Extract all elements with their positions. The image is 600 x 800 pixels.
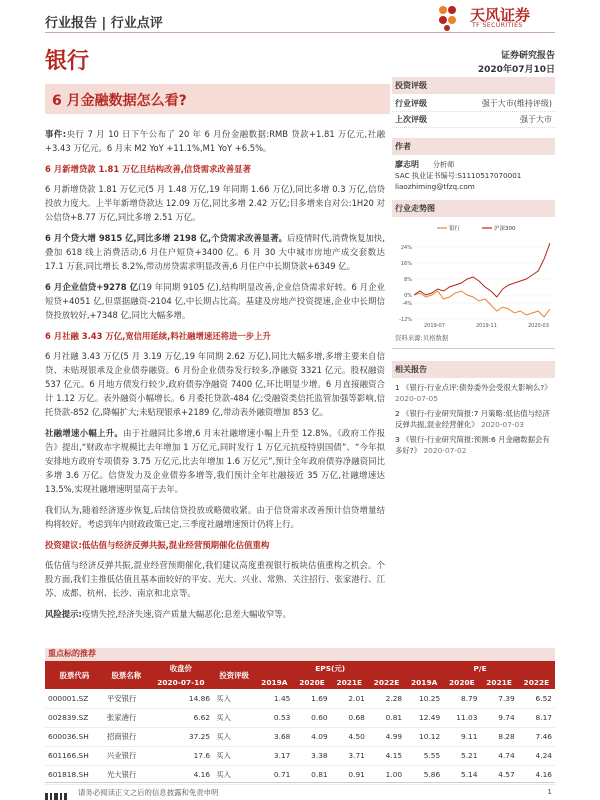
footer-divider [45, 782, 555, 783]
y-tick-label: 24% [400, 245, 412, 251]
related-report[interactable] [392, 432, 555, 458]
year-header: 2020E [443, 676, 480, 689]
paragraph-risk [45, 607, 385, 621]
chart-source: 资料来源:贝格数据 [392, 331, 555, 349]
y-tick-label: 0% [404, 293, 412, 299]
risk-lead: 风险提示: [45, 609, 82, 619]
stock-table [45, 661, 555, 785]
cell-price: 6.62 [149, 708, 213, 727]
cell-pe: 5.55 [405, 746, 443, 765]
cell-pe: 8.17 [518, 708, 555, 727]
rating-heading: 投资评级 [392, 77, 555, 94]
cell-eps: 3.17 [255, 746, 293, 765]
cell-eps: 1.45 [255, 689, 293, 708]
paragraph-lead: 6 月企业信贷+9278 亿 [45, 282, 139, 292]
legend-label: 银行 [449, 226, 461, 232]
cell-pe: 4.24 [518, 746, 555, 765]
paragraph [45, 280, 385, 322]
cell-pe: 5.21 [443, 746, 480, 765]
cell-eps: 3.68 [255, 727, 293, 746]
cell-price: 17.6 [149, 746, 213, 765]
paragraph: 6 月社融 3.43 万亿(5 月 3.19 万亿,19 年同期 2.62 万亿),同比大幅多增,多增主要来自信贷、未贴现银承及企业债券融资。6 月份企业债券发行较多,净融资 3321 亿元。股权融资 537 亿元。6 月地方债发行较少,政府债券净融资 7400 亿,环比明显少增。6 月直接融资合计 1.12 万亿。表外融资小幅增长。6 月委托贷款-484 亿;受融资类信托监管加强等影响,信托贷款-852 亿,降幅扩大;未贴现银承+2189 亿,带动表外融资增加 853 亿。 [45, 351, 385, 417]
y-tick-label: -4% [402, 301, 412, 307]
logo-text: 天风证券 [470, 6, 531, 24]
col-code: 股票代码 [45, 661, 104, 689]
cell-pe: 6.52 [518, 689, 555, 708]
legend-label: 沪深300 [494, 226, 516, 232]
cell-rating: 买入 [213, 765, 255, 784]
cell-code: 000001.SZ [45, 689, 104, 708]
footer-disclaimer: 请务必阅读正文之后的信息披露和免责申明 [78, 788, 219, 797]
year-header: 2020E [293, 676, 330, 689]
paragraph-event [45, 127, 385, 155]
report-title: 6 月金融数据怎么看? [52, 93, 187, 109]
author-block [392, 157, 555, 194]
risk-text: 疫情失控,经济失速,资产质量大幅恶化;息差大幅收窄等。 [81, 609, 292, 619]
cell-name: 平安银行 [104, 689, 149, 708]
related-report-date: 2020-07-05 [395, 394, 438, 403]
cell-pe: 7.39 [480, 689, 517, 708]
header-divider [45, 32, 555, 33]
y-tick-label: 8% [404, 277, 412, 283]
cell-eps: 0.60 [293, 708, 330, 727]
cell-price: 14.86 [149, 689, 213, 708]
year-header: 2019A [255, 676, 293, 689]
trend-heading: 行业走势图 [392, 200, 555, 217]
sidebar [392, 77, 555, 458]
paragraph [45, 426, 385, 496]
paragraph-text: 后疫情时代,消费恢复加快,叠加 618 线上消费活动,6 月住户短贷+3400 亿。6 月 30 大中城市房地产成交套数达 17.1 万套,同比增长 8.2%,带动房贷需求明显改善,6 月住户中长期贷款+6349 亿。 [45, 233, 386, 271]
author-heading: 作者 [392, 138, 555, 155]
event-lead: 事件: [45, 129, 67, 139]
cell-eps: 4.15 [368, 746, 405, 765]
y-tick-label: 16% [400, 261, 412, 267]
col-price: 收盘价 [149, 661, 213, 676]
related-report-title[interactable]: 2 《银行-行业研究简报:7 月策略:低估值与经济反弹共振,混业经营催化》 [395, 409, 550, 429]
cell-pe: 9.74 [480, 708, 517, 727]
related-report[interactable] [392, 380, 555, 406]
cell-eps: 0.91 [331, 765, 368, 784]
paragraph-lead: 社融增速小幅上升。 [45, 428, 124, 438]
cell-pe: 12.49 [405, 708, 443, 727]
cell-rating: 买入 [213, 708, 255, 727]
cell-code: 002839.SZ [45, 708, 104, 727]
table-row [45, 708, 555, 727]
paragraph-text: 由于社融同比多增,6 月末社融增速小幅上升至 12.8%。《政府工作报告》提出,“财政赤字规模比去年增加 1 万亿元,同时发行 1 万亿元抗疫特别国债”、“今年拟安排地方政府专项债券 3.75 万亿元,比去年增加 1.6 万亿元”,预计全年政府债券净融资同比多增 3.6 万亿。信贷发力及企业债券多增等,我们预计全年社融接近 35 万亿,社融增速达 13.5%,实现社融增速明显高于去年。 [45, 428, 385, 494]
cell-eps: 3.71 [331, 746, 368, 765]
cell-name: 张家港行 [104, 708, 149, 727]
related-report-date: 2020-07-03 [481, 420, 524, 429]
cell-eps: 3.38 [293, 746, 330, 765]
cell-eps: 0.81 [293, 765, 330, 784]
cell-pe: 7.46 [518, 727, 555, 746]
cell-eps: 0.68 [331, 708, 368, 727]
report-category: 行业报告 | 行业点评 [45, 16, 163, 31]
paragraph: 我们认为,随着经济逐步恢复,后续信贷投放或略微收紧。由于信贷需求改善预计信贷增量结构将较好。考虑到年内财政政策已定,三季度社融增速预计仍将上行。 [45, 505, 385, 529]
cell-pe: 8.79 [443, 689, 480, 708]
related-report[interactable] [392, 406, 555, 432]
cell-pe: 5.86 [405, 765, 443, 784]
cell-price: 4.16 [149, 765, 213, 784]
cell-eps: 2.28 [368, 689, 405, 708]
cell-eps: 4.99 [368, 727, 405, 746]
year-header: 2021E [331, 676, 368, 689]
sector-title: 银行 [45, 49, 90, 74]
col-eps: EPS(元) [255, 661, 405, 676]
related-report-title[interactable]: 1 《银行-行业点评:债券委外会受很大影响么?》 [395, 383, 552, 392]
table-title: 重点标的推荐 [48, 649, 96, 658]
col-price-date: 2020-07-10 [149, 676, 213, 689]
report-date: 2020年07月10日 [477, 65, 555, 75]
cell-price: 37.25 [149, 727, 213, 746]
cell-code: 600036.SH [45, 727, 104, 746]
related-heading: 相关报告 [392, 361, 555, 378]
rating-row [392, 96, 555, 112]
cell-eps: 4.09 [293, 727, 330, 746]
author-name: 廖志明 [395, 160, 419, 169]
cell-name: 光大银行 [104, 765, 149, 784]
paragraph-text: (19 年同期 9105 亿),结构明显改善,企业信贷需求好转。6 月企业短贷+4051 亿,但票据融资-2104 亿,中长期占比高。基建及房地产投资提速,企业中长期信贷投放较好,+7348 亿,同比大幅多增。 [45, 282, 385, 320]
x-tick-label: 2019-11 [476, 323, 497, 329]
author-sac: SAC 执业证书编号:S1110517070001 [395, 171, 522, 180]
cell-pe: 4.57 [480, 765, 517, 784]
prev-rating-row [392, 112, 555, 128]
paragraph: 6 月新增贷款 1.81 万亿元(5 月 1.48 万亿,19 年同期 1.66 万亿),同比多增 0.3 万亿,信贷投放力度大。上半年新增贷款达 12.09 万亿,同比多增 2.42 万亿;目多增来自对公:1H20 对公信贷+8.77 万亿,同比多增 2.51 万亿。 [45, 184, 385, 222]
section-heading: 6 月社融 3.43 万亿,宽信用延续,料社融增速还将进一步上升 [45, 331, 271, 341]
cell-pe: 9.11 [443, 727, 480, 746]
author-role: 分析师 [432, 160, 455, 169]
cell-eps: 1.69 [293, 689, 330, 708]
cell-eps: 0.53 [255, 708, 293, 727]
y-tick-label: -12% [399, 317, 412, 323]
year-header: 2019A [405, 676, 443, 689]
cell-pe: 10.25 [405, 689, 443, 708]
prev-rating-label: 上次评级 [395, 115, 427, 124]
cell-code: 601166.SH [45, 746, 104, 765]
cell-code: 601818.SH [45, 765, 104, 784]
cell-rating: 买入 [213, 746, 255, 765]
paragraph [45, 231, 385, 273]
section-heading: 6 月新增贷款 1.81 万亿且结构改善,信贷需求改善显著 [45, 164, 251, 174]
cell-pe: 5.14 [443, 765, 480, 784]
col-name: 股票名称 [104, 661, 149, 689]
col-rating: 投资评级 [213, 661, 255, 689]
x-tick-label: 2020-03 [528, 323, 549, 329]
qr-icon [45, 786, 69, 794]
section-heading: 投资建议:低估值与经济反弹共振,混业经营预期催化估值重构 [45, 540, 270, 550]
table-row [45, 727, 555, 746]
cell-pe: 8.28 [480, 727, 517, 746]
cell-eps: 4.50 [331, 727, 368, 746]
stock-table-body [45, 689, 555, 784]
table-heading-bar [45, 648, 555, 661]
cell-eps: 1.00 [368, 765, 405, 784]
report-type: 证券研究报告 [500, 51, 555, 61]
related-list [392, 380, 555, 458]
page-number: 1 [547, 787, 552, 796]
trend-chart-svg [392, 221, 555, 331]
cell-pe: 11.03 [443, 708, 480, 727]
cell-pe: 4.16 [518, 765, 555, 784]
cell-pe: 4.74 [480, 746, 517, 765]
table-row [45, 746, 555, 765]
main-body [45, 127, 385, 628]
cell-pe: 10.12 [405, 727, 443, 746]
cell-rating: 买入 [213, 689, 255, 708]
year-header: 2022E [518, 676, 555, 689]
table-row [45, 689, 555, 708]
cell-eps: 0.81 [368, 708, 405, 727]
rating-label: 行业评级 [395, 99, 427, 108]
cell-eps: 2.01 [331, 689, 368, 708]
related-report-date: 2020-07-02 [423, 446, 467, 455]
logo-subtext: TF SECURITIES [472, 22, 523, 29]
x-tick-label: 2019-07 [424, 323, 445, 329]
col-pe: P/E [405, 661, 555, 676]
prev-rating-value: 强于大市 [520, 115, 552, 124]
related-report-title[interactable]: 3 《银行-行业研究简报:预测:6 月金融数据会有多好?》 [395, 435, 550, 455]
paragraph: 低估值与经济反弹共振,混业经营预期催化,我们建议高度重视银行板块估值重构之机会。个股方面,我们主推低估值且基本面较好的平安、光大、兴业、常熟、关注招行、张家港行、江苏、成都、杭州、长沙、南京和北京等。 [45, 560, 385, 598]
cell-name: 兴业银行 [104, 746, 149, 765]
event-text: 央行 7 月 10 日下午公布了 20 年 6 月份金融数据:RMB 贷款+1.81 万亿元,社融+3.43 万亿元。6 月末 M2 YoY +11.1%,M1 YoY +6.5%。 [45, 129, 385, 153]
author-email[interactable]: liaozhiming@tfzq.com [395, 182, 475, 191]
paragraph-lead: 6 月个贷大增 9815 亿,同比多增 2198 亿,个贷需求改善显著。 [45, 233, 288, 243]
series-line [414, 243, 550, 297]
year-header: 2021E [480, 676, 517, 689]
cell-name: 招商银行 [104, 727, 149, 746]
year-header: 2022E [368, 676, 405, 689]
cell-rating: 买入 [213, 727, 255, 746]
cell-eps: 0.71 [255, 765, 293, 784]
rating-value: 强于大市(维持评级) [481, 99, 552, 108]
trend-chart [392, 221, 555, 331]
